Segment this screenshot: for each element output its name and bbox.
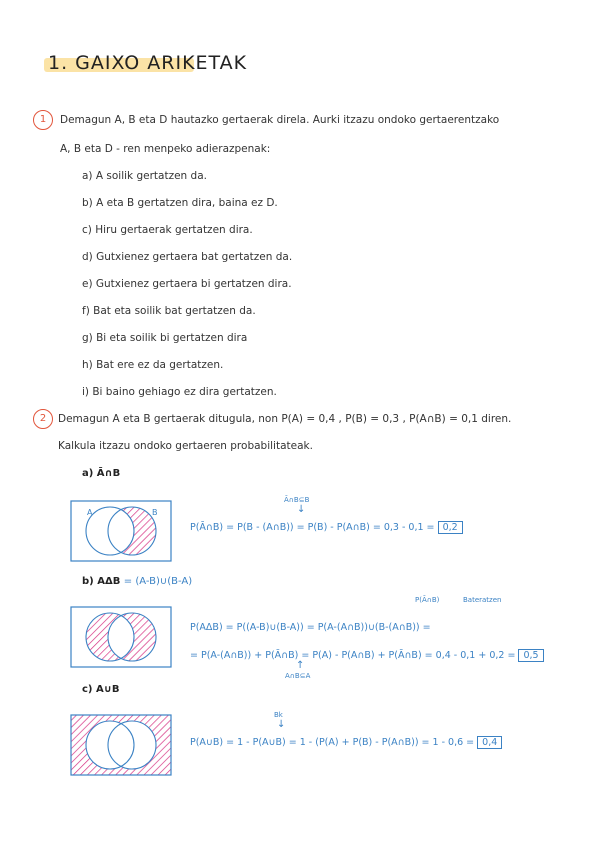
exercise-1-item: h) Bat ere ez da gertatzen. bbox=[82, 359, 224, 371]
exercise-1-number: 1 bbox=[33, 110, 53, 130]
result-box-2c: 0,4 bbox=[477, 736, 502, 749]
venn-label-a: A bbox=[87, 508, 93, 517]
arrow-up-icon: ↑ bbox=[296, 660, 305, 671]
exercise-1-item: d) Gutxienez gertaera bat gertatzen da. bbox=[82, 251, 293, 263]
result-box-2b: 0,5 bbox=[518, 649, 543, 662]
page-title: 1. GAIXO ARIKETAK bbox=[48, 52, 248, 74]
venn-diagram-a bbox=[70, 500, 172, 562]
note-2b-top: P(Ā∩B) bbox=[415, 596, 440, 604]
exercise-1-item: g) Bi eta soilik bi gertatzen dira bbox=[82, 332, 248, 344]
result-box-2a: 0,2 bbox=[438, 521, 463, 534]
venn-label-b: B bbox=[152, 508, 158, 517]
exercise-2-intro-line1: Demagun A eta B gertaerak ditugula, non P(A) = 0,4 , P(B) = 0,3 , P(A∩B) = 0,1 diren. bbox=[58, 413, 512, 425]
exercise-2c-label: c) A∪B bbox=[82, 684, 120, 695]
exercise-2-intro-line2: Kalkula itzazu ondoko gertaeren probabilitateak. bbox=[58, 440, 313, 452]
exercise-1-intro-line1: Demagun A, B eta D hautazko gertaerak direla. Aurki itzazu ondoko gertaerentzako bbox=[60, 114, 500, 126]
exercise-1-intro-line2: A, B eta D - ren menpeko adierazpenak: bbox=[60, 143, 271, 155]
exercise-2-number: 2 bbox=[33, 409, 53, 429]
note-2b-bottom: A∩B⊆A bbox=[285, 672, 311, 680]
exercise-2b-label: b) AΔB = (A-B)∪(B-A) bbox=[82, 576, 193, 587]
formula-2b-line1: P(AΔB) = P((A-B)∪(B-A)) = P(A-(A∩B))∪(B-(A∩B)) = bbox=[190, 622, 431, 633]
venn-diagram-c bbox=[70, 714, 172, 776]
arrow-down-icon: ↓ bbox=[297, 504, 306, 515]
exercise-1-item: e) Gutxienez gertaera bi gertatzen dira. bbox=[82, 278, 292, 290]
note-2c: Bk bbox=[274, 711, 283, 719]
note-2b-top2: Bateratzen bbox=[463, 596, 502, 604]
arrow-down-icon: ↓ bbox=[277, 719, 286, 730]
exercise-1-item: f) Bat eta soilik bat gertatzen da. bbox=[82, 305, 256, 317]
formula-2b-line2: = P(A-(A∩B)) + P(Ā∩B) = P(A) - P(A∩B) + P(Ā∩B) = 0,4 - 0,1 + 0,2 = 0,5 bbox=[190, 649, 544, 662]
exercise-1-item: b) A eta B gertatzen dira, baina ez D. bbox=[82, 197, 278, 209]
exercise-1-item: a) A soilik gertatzen da. bbox=[82, 170, 207, 182]
venn-diagram-b bbox=[70, 606, 172, 668]
exercise-1-item: c) Hiru gertaerak gertatzen dira. bbox=[82, 224, 253, 236]
exercise-1-item: i) Bi baino gehiago ez dira gertatzen. bbox=[82, 386, 277, 398]
exercise-2a-label: a) Ā∩B bbox=[82, 468, 121, 479]
formula-2c: P(A∪B) = 1 - P(A∪B) = 1 - (P(A) + P(B) - P(A∩B)) = 1 - 0,6 = 0,4 bbox=[190, 736, 502, 749]
note-2a: Ā∩B⊆B bbox=[284, 496, 310, 504]
formula-2a: P(Ā∩B) = P(B - (A∩B)) = P(B) - P(A∩B) = 0,3 - 0,1 = 0,2 bbox=[190, 521, 463, 534]
